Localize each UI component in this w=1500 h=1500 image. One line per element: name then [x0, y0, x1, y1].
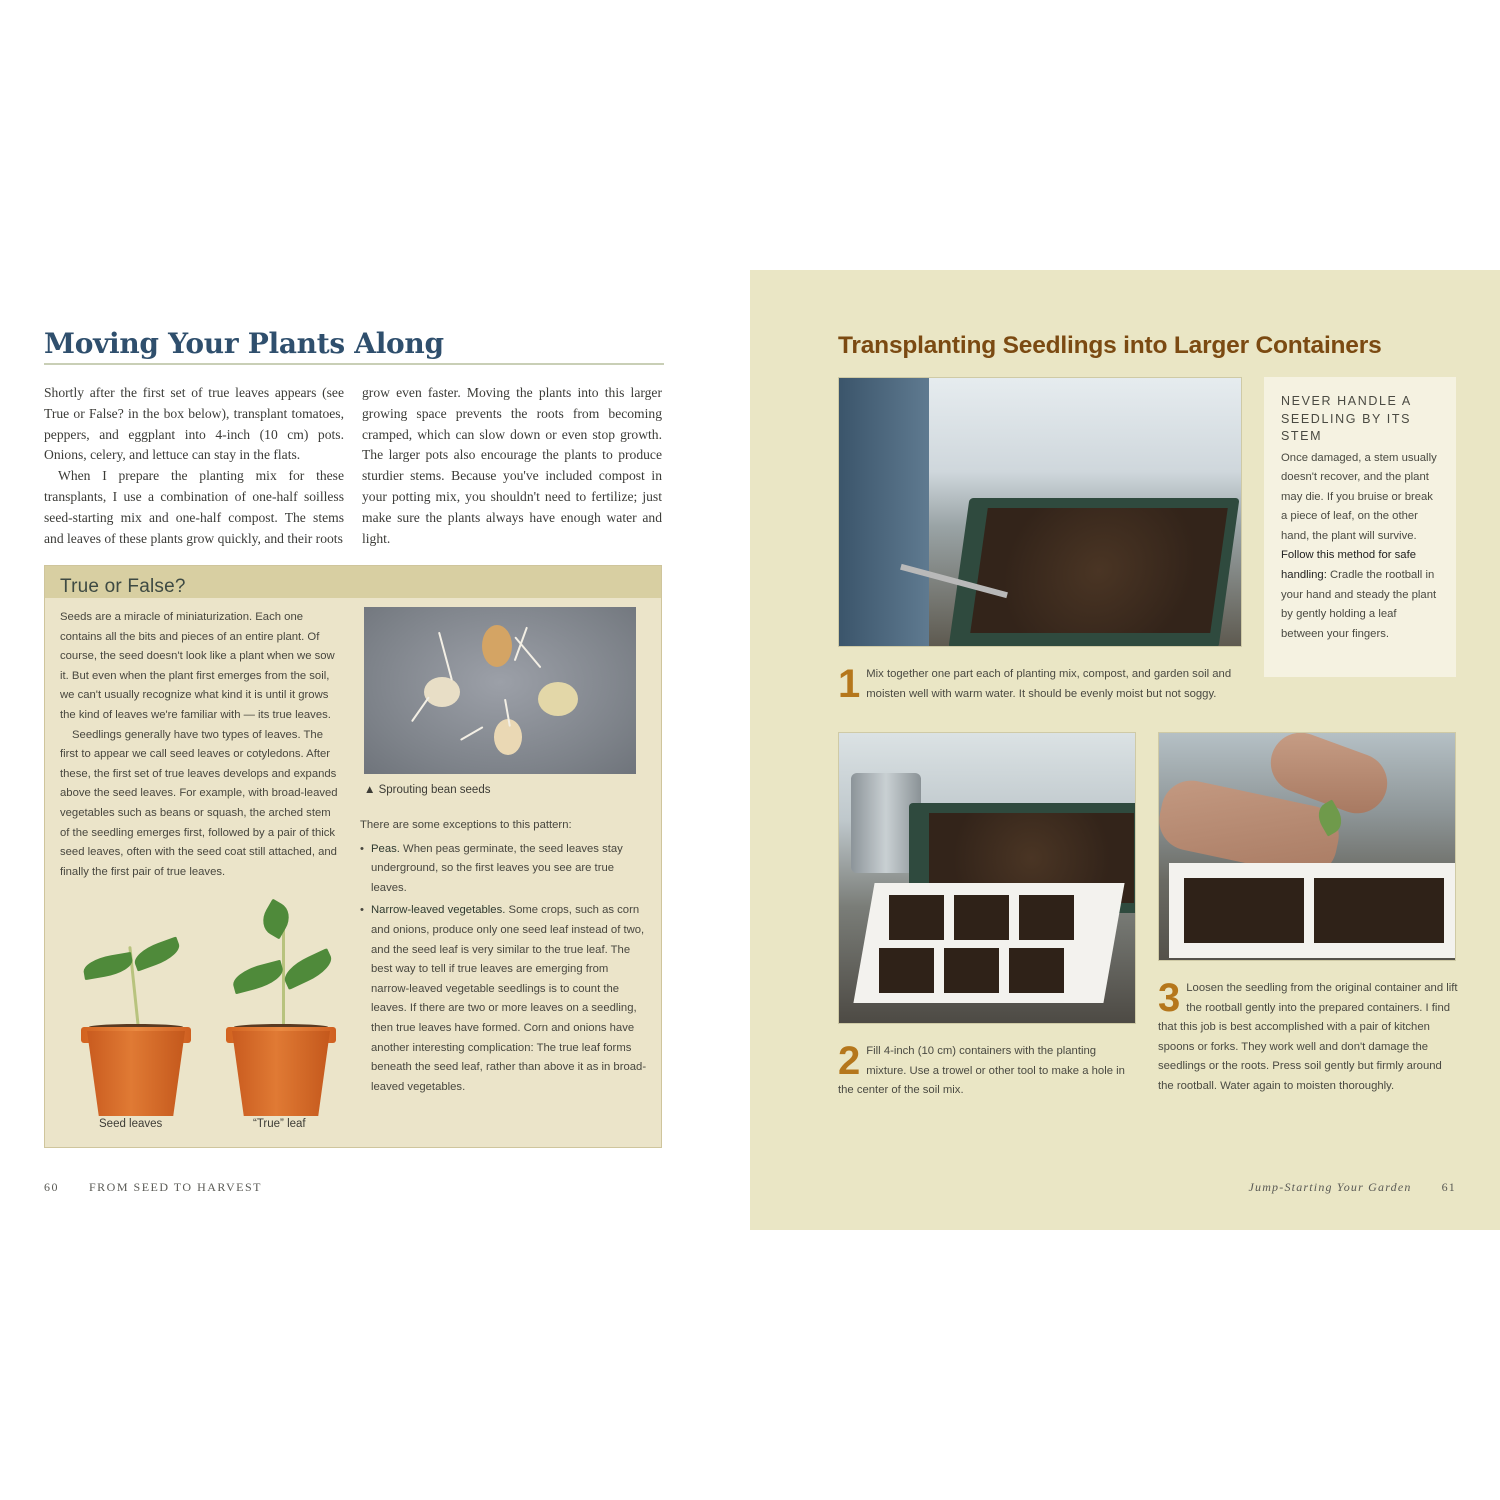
bean-seed	[424, 677, 460, 707]
tip-heading: NEVER HANDLE A SEEDLING BY ITS STEM	[1281, 394, 1412, 443]
list-item	[360, 901, 648, 1097]
container-cell	[944, 948, 999, 993]
intro-paragraph: When I prepare the planting mix for these transplants, I use a combination of one-half soilless seed-starting mix and one-half compost. The stems and leaves of these plants grow quickly, and their roots	[44, 468, 344, 546]
step-1-photo	[838, 377, 1242, 647]
step-2-photo	[838, 732, 1136, 1024]
intro-paragraph: grow even faster. Moving the plants into this larger growing space prevents the roots from becoming cramped, which can slow down or even stop growth. The larger pots also encourage the plants to produce sturdier stems. Because you've included compost in your potting mix, you shouldn't need to fertilize; just make sure the plants always have enough water and light.	[362, 385, 662, 546]
clay-pot	[87, 1031, 185, 1116]
exceptions-intro: There are some exceptions to this pattern:	[360, 819, 572, 831]
sprout-root	[411, 696, 430, 722]
container-cell	[954, 895, 1009, 940]
true-leaf-pot	[220, 906, 345, 1116]
container-cell	[1019, 895, 1074, 940]
container-cell	[1184, 878, 1304, 943]
tray-soil	[970, 508, 1228, 633]
running-head: FROM SEED TO HARVEST	[89, 1180, 262, 1194]
step-number: 3	[1158, 976, 1181, 1020]
list-item	[360, 840, 648, 899]
sprout-root	[438, 632, 453, 681]
step-number: 1	[838, 662, 861, 706]
step-2	[838, 1039, 1138, 1101]
intro-paragraph: Shortly after the first set of true leaves appears (see True or False? in the box below), transplant tomatoes, peppers, and eggplant into 4-inch (10 cm) pots. Onions, celery, and lettuce can stay in the flats.	[44, 385, 344, 463]
step-text: Loosen the seedling from the original container and lift the rootball gently into the prepared containers. I find that this job is best accomplished with a pair of kitchen spoons or forks. They work well and don't damage the seedlings or the roots. Press soil gently but firmly around the rootball. Water again to moisten thoroughly.	[1158, 982, 1458, 1092]
bean-seed	[538, 682, 578, 716]
bullet-lead: Peas.	[371, 842, 400, 855]
tip-body	[1281, 449, 1442, 645]
step-text: Fill 4-inch (10 cm) containers with the planting mixture. Use a trowel or other tool to make a hole in the center of the soil mix.	[838, 1045, 1125, 1097]
tip-box	[1264, 377, 1456, 677]
seed-leaf	[280, 948, 336, 990]
left-footer	[44, 1180, 262, 1195]
step-3-photo	[1158, 732, 1456, 961]
page-number: 60	[44, 1180, 59, 1194]
step-3	[1158, 976, 1458, 1097]
seed-leaf	[131, 936, 183, 971]
intro-column-1	[44, 383, 344, 549]
box-left-column	[60, 608, 342, 882]
step-number: 2	[838, 1039, 861, 1083]
clay-pot	[232, 1031, 330, 1116]
seed-leaf	[82, 952, 135, 980]
person-arm	[839, 378, 929, 647]
box-title: True or False?	[45, 566, 661, 598]
intro-column-2	[362, 383, 662, 549]
box-paragraph: Seeds are a miracle of miniaturization. Each one contains all the bits and pieces of an entire plant. Of course, the seed doesn't look like a plant when we sow it. But even when the plant first emerges from the soil, we can't usually recognize what kind it is until it grows the kind of leaves we're familiar with — its true leaves.	[60, 611, 335, 721]
container-cell	[889, 895, 944, 940]
pot-caption: “True” leaf	[253, 1118, 306, 1130]
container-cell	[1314, 878, 1444, 943]
sprouting-beans-photo	[364, 607, 636, 774]
true-leaf	[257, 899, 296, 940]
tip-text: Cradle the rootball in your hand and steady the plant by gently holding a leaf between your fingers.	[1281, 569, 1437, 640]
right-page-title: Transplanting Seedlings into Larger Containers	[838, 332, 1382, 359]
right-footer	[1248, 1180, 1456, 1195]
bullet-text: When peas germinate, the seed leaves stay underground, so the first leaves you see are true leaves.	[371, 842, 623, 894]
sprout-root	[514, 627, 528, 662]
container-cell	[879, 948, 934, 993]
box-right-column	[360, 816, 648, 1100]
pot-caption: Seed leaves	[99, 1118, 163, 1130]
container-cell	[1009, 948, 1064, 993]
exceptions-list	[360, 840, 648, 1098]
page-number: 61	[1441, 1180, 1456, 1194]
seed-leaves-pot	[75, 926, 195, 1116]
running-head: Jump-Starting Your Garden	[1248, 1180, 1412, 1194]
tip-text: Once damaged, a stem usually doesn't recover, and the plant may die. If you bruise or break a piece of leaf, on the other hand, the plant will survive.	[1281, 451, 1437, 542]
photo-caption: ▲ Sprouting bean seeds	[364, 784, 491, 796]
box-paragraph: Seedlings generally have two types of leaves. The first to appear we call seed leaves or cotyledons. After these, the first set of true leaves develops and expands above the seed leaves. For example, with broad-leaved vegetables such as beans or squash, the arched stem of the seedling emerges first, followed by a pair of thick seed leaves, often with the seed coat still attached, and finally the first pair of true leaves.	[60, 728, 338, 878]
true-or-false-box	[44, 565, 662, 1148]
right-page	[750, 270, 1500, 1230]
step-text: Mix together one part each of planting mix, compost, and garden soil and moisten well with warm water. It should be evenly moist but not soggy.	[866, 668, 1232, 700]
bean-seed	[482, 625, 512, 667]
seed-leaf	[230, 960, 286, 995]
step-1	[838, 662, 1248, 706]
bullet-lead: Narrow-leaved vegetables.	[371, 904, 506, 917]
tip-lead: Follow this method for safe handling:	[1281, 549, 1416, 582]
sprout-root	[460, 726, 484, 741]
bullet-text: Some crops, such as corn and onions, produce only one seed leaf instead of two, and the seed leaf is very similar to the true leaf. The best way to tell if true leaves are emerging from narrow-leaved vegetable seedlings is to count the leaves. If there are two or more leaves on a seedling, then true leaves have formed. Corn and onions have another interesting complication: The true leaf forms beneath the seed leaf, rather than above it as in broad-leaved vegetables.	[371, 904, 647, 1093]
section-title: Moving Your Plants Along	[44, 327, 664, 365]
